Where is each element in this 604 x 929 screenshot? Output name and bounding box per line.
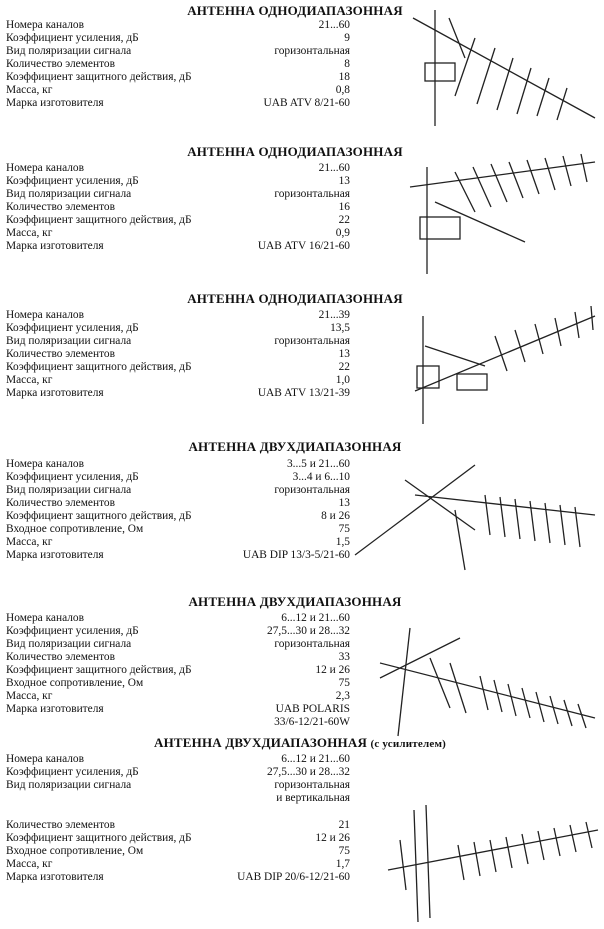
spec-row: Коэффициент защитного действия, дБ 8 и 26 (6, 510, 350, 522)
spec-row: Номера каналов 21...60 (6, 19, 350, 31)
antenna-title: АНТЕННА ДВУХДИАПАЗОННАЯ (188, 439, 402, 454)
spec-row: Количество элементов 13 (6, 348, 350, 360)
antenna-title: АНТЕННА ДВУХДИАПАЗОННАЯ (с усилителем) (153, 735, 446, 750)
spec-list (6, 309, 350, 400)
spec-list (6, 162, 350, 253)
spec-row: Коэффициент защитного действия, дБ 18 (6, 71, 350, 83)
spec-list (6, 612, 350, 729)
spec-row: Номера каналов 21...39 (6, 309, 350, 321)
spec-list (6, 458, 350, 562)
spec-row: Марка изготовителя UAB ATV 13/21-39 (6, 387, 350, 399)
spec-row: 33/6-12/21-60W (274, 716, 350, 728)
spec-row: Количество элементов 8 (6, 58, 350, 70)
spec-row: Марка изготовителя UAB POLARIS (6, 703, 350, 715)
yagi-antenna-8-element-icon (395, 8, 600, 128)
antenna-title: АНТЕННА ОДНОДИАПАЗОННАЯ (187, 291, 403, 306)
spec-row: Вид поляризации сигнала горизонтальная (6, 779, 350, 791)
spec-row: Вид поляризации сигнала горизонтальная (6, 45, 350, 57)
spec-row: Масса, кг 0,8 (6, 84, 350, 96)
spec-row: Количество элементов 16 (6, 201, 350, 213)
spec-row: Коэффициент защитного действия, дБ 12 и 26 (6, 664, 350, 676)
spec-row: Коэффициент усиления, дБ 27,5...30 и 28...32 (6, 766, 350, 778)
spec-row: Вид поляризации сигнала горизонтальная (6, 638, 350, 650)
spec-row: Марка изготовителя UAB ATV 8/21-60 (6, 97, 350, 109)
spec-row: Количество элементов 21 (6, 819, 350, 831)
spec-row: Коэффициент усиления, дБ 13,5 (6, 322, 350, 334)
spec-row: Коэффициент усиления, дБ 9 (6, 32, 350, 44)
yagi-antenna-13-element-icon (395, 296, 600, 426)
spec-row: Вид поляризации сигнала горизонтальная (6, 484, 350, 496)
spec-row: Номера каналов 6...12 и 21...60 (6, 612, 350, 624)
spec-row: Масса, кг 2,3 (6, 690, 350, 702)
spec-row: Масса, кг 1,7 (6, 858, 350, 870)
antenna-title: АНТЕННА ДВУХДИАПАЗОННАЯ (188, 594, 402, 609)
spec-row: Коэффициент усиления, дБ 27,5...30 и 28...32 (6, 625, 350, 637)
spec-row: Коэффициент защитного действия, дБ 12 и 26 (6, 832, 350, 844)
spec-row: и вертикальная (276, 792, 350, 804)
spec-row: Количество элементов 13 (6, 497, 350, 509)
spec-row: Масса, кг 1,0 (6, 374, 350, 386)
spec-row: Входное сопротивление, Ом 75 (6, 845, 350, 857)
dual-band-antenna-13-element-icon (345, 455, 600, 575)
dual-band-antenna-33-element-icon (370, 618, 602, 738)
spec-row: Вид поляризации сигнала горизонтальная (6, 188, 350, 200)
spec-row: Количество элементов 33 (6, 651, 350, 663)
spec-row: Входное сопротивление, Ом 75 (6, 523, 350, 535)
spec-row: Масса, кг 1,5 (6, 536, 350, 548)
spec-row: Марка изготовителя UAB DIP 20/6-12/21-60 (6, 871, 350, 883)
spec-row: Масса, кг 0,9 (6, 227, 350, 239)
spec-list (6, 19, 350, 110)
spec-row: Коэффициент усиления, дБ 3...4 и 6...10 (6, 471, 350, 483)
spec-row: Коэффициент усиления, дБ 13 (6, 175, 350, 187)
spec-row: Вид поляризации сигнала горизонтальная (6, 335, 350, 347)
yagi-antenna-16-element-icon (395, 152, 600, 277)
spec-row: Коэффициент защитного действия, дБ 22 (6, 214, 350, 226)
spec-row: Марка изготовителя UAB DIP 13/3-5/21-60 (6, 549, 350, 561)
spec-row: Номера каналов 6...12 и 21...60 (6, 753, 350, 765)
spec-row: Коэффициент защитного действия, дБ 22 (6, 361, 350, 373)
spec-row: Марка изготовителя UAB ATV 16/21-60 (6, 240, 350, 252)
antenna-title: АНТЕННА ОДНОДИАПАЗОННАЯ (187, 144, 403, 159)
dual-band-antenna-amplified-icon (378, 800, 602, 925)
antenna-title: АНТЕННА ОДНОДИАПАЗОННАЯ (187, 3, 403, 18)
spec-row: Номера каналов 3...5 и 21...60 (6, 458, 350, 470)
spec-row: Номера каналов 21...60 (6, 162, 350, 174)
spec-list (6, 753, 350, 884)
spec-row: Входное сопротивление, Ом 75 (6, 677, 350, 689)
